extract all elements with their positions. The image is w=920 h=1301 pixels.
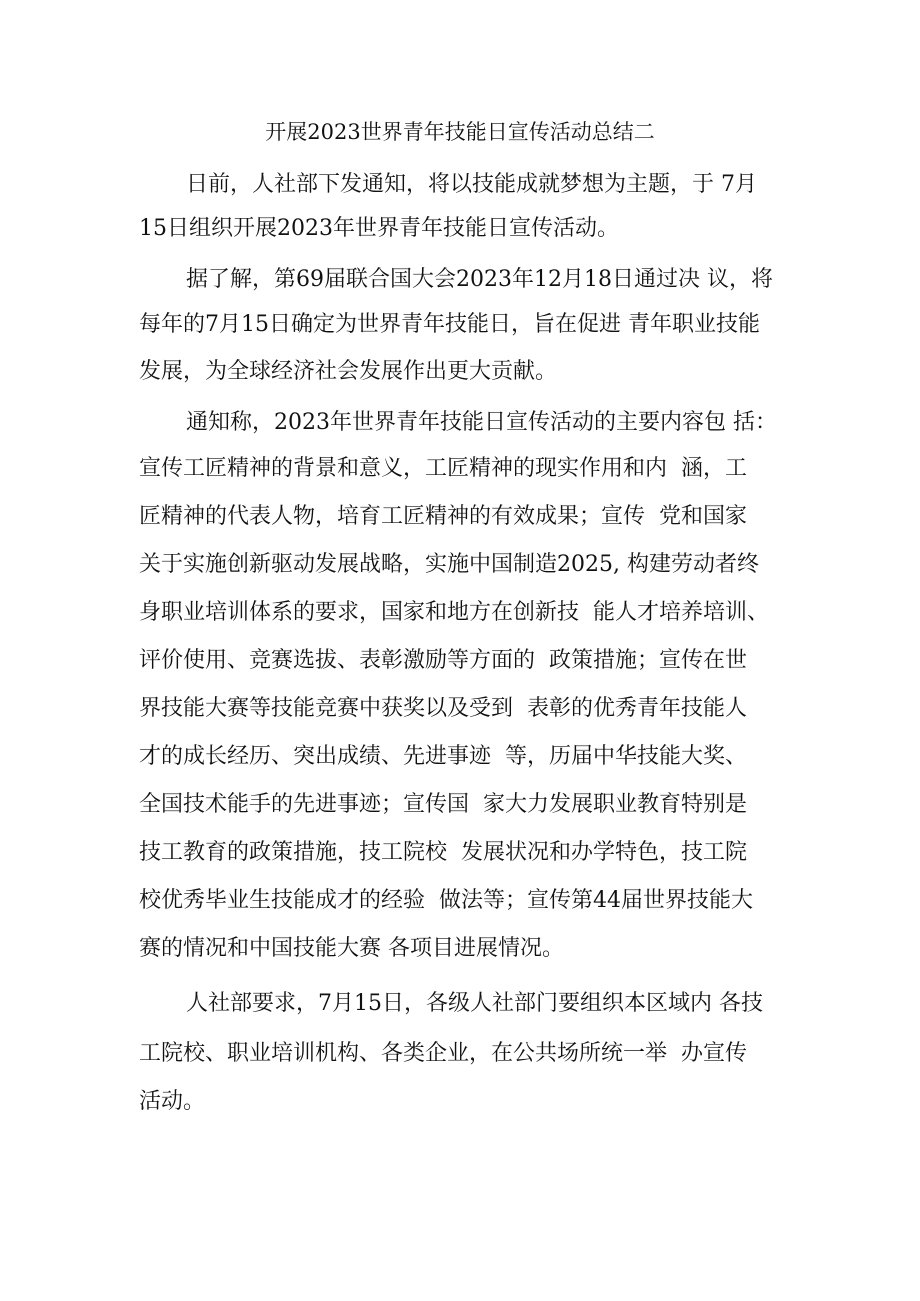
paragraph-3-line-3: 匠精神的代表人物，培育工匠精神的有效成果；宣传 党和国家: [139, 504, 747, 529]
document-title: 开展2023世界青年技能日宣传活动总结二: [265, 120, 655, 144]
paragraph-3-line-4: 关于实施创新驱动发展战略，实施中国制造2025, 构建劳动者终: [139, 552, 759, 577]
paragraph-3-line-12: 赛的情况和中国技能大赛 各项目进展情况。: [139, 936, 564, 961]
paragraph-2-line-3: 发展，为全球经济社会发展作出更大贡献。: [139, 359, 558, 384]
paragraph-3-line-6: 评价使用、竞赛选拔、表彰激励等方面的 政策措施；宣传在世: [139, 648, 747, 673]
paragraph-3-line-11: 校优秀毕业生技能成才的经验 做法等；宣传第44届世界技能大: [139, 888, 753, 913]
paragraph-1-line-1: 日前，人社部下发通知，将以技能成就梦想为主题，于 7月: [186, 172, 757, 197]
paragraph-3-line-2: 宣传工匠精神的背景和意义，工匠精神的现实作用和内 涵，工: [139, 456, 747, 481]
paragraph-3-line-8: 才的成长经历、突出成绩、先进事迹 等，历届中华技能大奖、: [139, 744, 747, 769]
paragraph-1-line-2: 15日组织开展2023年世界青年技能日宣传活动。: [139, 216, 619, 241]
paragraph-3-line-5: 身职业培训体系的要求，国家和地方在创新技 能人才培养培训、: [139, 600, 769, 625]
paragraph-3-line-1: 通知称，2023年世界青年技能日宣传活动的主要内容包 括：: [186, 410, 777, 435]
paragraph-3-line-9: 全国技术能手的先进事迹；宣传国 家大力发展职业教育特别是: [139, 792, 747, 817]
paragraph-2-line-1: 据了解，第69届联合国大会2023年12月18日通过决 议，将: [186, 267, 773, 292]
paragraph-4-line-1: 人社部要求，7月15日，各级人社部门要组织本区域内 各技: [186, 991, 763, 1016]
paragraph-4-line-2: 工院校、职业培训机构、各类企业，在公共场所统一举 办宣传: [139, 1041, 747, 1066]
paragraph-2-line-2: 每年的7月15日确定为世界青年技能日，旨在促进 青年职业技能: [139, 312, 760, 337]
paragraph-3-line-10: 技工教育的政策措施，技工院校 发展状况和办学特色，技工院: [139, 840, 747, 865]
paragraph-3-line-7: 界技能大赛等技能竞赛中获奖以及受到 表彰的优秀青年技能人: [139, 696, 747, 721]
paragraph-4-line-3: 活动。: [139, 1089, 206, 1114]
